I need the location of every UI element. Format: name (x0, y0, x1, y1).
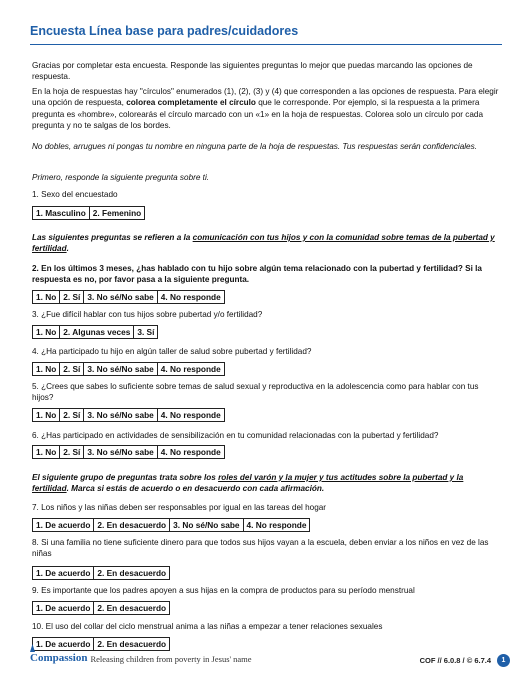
q6-options (32, 445, 225, 459)
q5-option[interactable]: 4. No responde (160, 410, 221, 420)
intro-p2-bold: colorea completamente el círculo (126, 98, 256, 108)
question-8: 8. Si una familia no tiene suficiente dinero para que todos sus hijos vayan a la escuela, deben enviar a los niños en vez de las niñas (32, 538, 489, 559)
q7-option[interactable]: 2. En desacuerdo (94, 519, 170, 531)
q6-option[interactable]: 3. No sé/No sabe (84, 446, 157, 458)
logo-text: Compassion (30, 652, 88, 664)
section-1-heading (32, 232, 502, 255)
q7-option[interactable]: 1. De acuerdo (33, 519, 94, 531)
q6-option[interactable]: 1. No (33, 446, 60, 458)
q4-options (32, 362, 225, 376)
intro-paragraph-2 (32, 86, 502, 131)
section-2-text: El siguiente grupo de preguntas trata sobre los (32, 473, 219, 482)
page-number-badge: 1 (497, 654, 510, 667)
intro-p2-rest: que le corresponde. Por ejemplo, si la respuesta a la primera pregunta es «hombre», colorearás el círculo marcado con un «1» en la hoja de respuestas. Colorea solo un círculo por cada pregunta y no te salgas de los bordes. (32, 98, 484, 130)
q3-option[interactable]: 2. Algunas veces (60, 326, 134, 338)
intro-paragraph-3: No dobles, arrugues ni pongas tu nombre en ninguna parte de la hoja de respuestas. Tus respuestas serán confidenciales. (32, 142, 477, 151)
tagline: Releasing children from poverty in Jesus' name (90, 654, 252, 664)
page-title: Encuesta Línea base para padres/cuidadores (30, 24, 299, 38)
q1-option[interactable]: 2. Femenino (92, 208, 142, 218)
q10-options (32, 637, 170, 651)
question-1: 1. Sexo del encuestado (32, 190, 118, 199)
q9-option[interactable]: 1. De acuerdo (33, 602, 94, 614)
q4-option[interactable]: 3. No sé/No sabe (84, 363, 157, 375)
q4-option[interactable]: 1. No (33, 363, 60, 375)
q3-option[interactable]: 3. Sí (137, 327, 155, 337)
q10-option[interactable]: 1. De acuerdo (33, 638, 94, 650)
q5-option[interactable]: 1. No (33, 409, 60, 421)
section-1-topic: comunicación con tus hijos y con la comunidad sobre temas de la pubertad y fertilidad (32, 233, 495, 254)
q7-options (32, 518, 310, 532)
question-2: 2. En los últimos 3 meses, ¿has hablado con tu hijo sobre algún tema relacionado con la pubertad y fertilidad? Si la respuesta es no, por favor pasa a la siguiente pregunta. (32, 264, 482, 285)
footer-brand (30, 652, 252, 664)
question-5: 5. ¿Crees que sabes lo suficiente sobre temas de salud sexual y reproductiva en la adolescencia como para hablar con tus hijos? (32, 382, 479, 403)
question-3: 3. ¿Fue difícil hablar con tus hijos sobre pubertad y/o fertilidad? (32, 310, 263, 319)
section-1-end: . (66, 244, 69, 254)
question-4: 4. ¿Ha participado tu hijo en algún taller de salud sobre pubertad y fertilidad? (32, 347, 312, 356)
document-code: COF // 6.0.8 / © 6.7.4 (419, 656, 491, 665)
q2-option[interactable]: 4. No responde (160, 292, 221, 302)
first-instruction: Primero, responde la siguiente pregunta sobre ti. (32, 173, 210, 182)
q10-option[interactable]: 2. En desacuerdo (97, 639, 167, 649)
title-rule (30, 44, 502, 45)
section-2-topic: roles del varón y la mujer y tus actitudes sobre la pubertad y la fertilidad (32, 473, 464, 494)
q4-option[interactable]: 2. Sí (60, 363, 84, 375)
q3-options (32, 325, 158, 339)
q8-option[interactable]: 1. De acuerdo (33, 567, 94, 579)
q3-option[interactable]: 1. No (33, 326, 60, 338)
intro-paragraph-1: Gracias por completar esta encuesta. Responde las siguientes preguntas lo mejor que puedas marcando las opciones de respuesta. (32, 61, 473, 82)
q2-option[interactable]: 3. No sé/No sabe (84, 291, 157, 303)
q8-options (32, 566, 170, 580)
q6-option[interactable]: 2. Sí (60, 446, 84, 458)
q4-option[interactable]: 4. No responde (160, 364, 221, 374)
section-1-text: Las siguientes preguntas se refieren a la (32, 233, 193, 242)
q1-options (32, 206, 145, 220)
compassion-logo (30, 652, 87, 664)
q9-option[interactable]: 2. En desacuerdo (97, 603, 167, 613)
section-2-heading (32, 472, 502, 495)
question-7: 7. Los niños y las niñas deben ser responsables por igual en las tareas del hogar (32, 503, 327, 512)
intro-p2-text: En la hoja de respuestas hay "círculos" enumerados (1), (2), (3) y (4) que corresponden a las opciones de respuesta. Para elegir una opción de respuesta, (32, 87, 499, 108)
q1-option[interactable]: 1. Masculino (33, 207, 90, 219)
question-10: 10. El uso del collar del ciclo menstrual anima a las niñas a empezar a tener relaciones sexuales (32, 622, 383, 631)
q5-options (32, 408, 225, 422)
q5-option[interactable]: 2. Sí (60, 409, 84, 421)
section-2-end: . Marca si estás de acuerdo o en desacuerdo con cada afirmación. (66, 484, 325, 494)
q9-options (32, 601, 170, 615)
q2-option[interactable]: 2. Sí (60, 291, 84, 303)
q5-option[interactable]: 3. No sé/No sabe (84, 409, 157, 421)
question-6: 6. ¿Has participado en actividades de sensibilización en tu comunidad relacionadas con la pubertad y fertilidad? (32, 431, 439, 440)
q2-options (32, 290, 225, 304)
footer-meta (420, 654, 510, 667)
q8-option[interactable]: 2. En desacuerdo (97, 568, 167, 578)
q6-option[interactable]: 4. No responde (160, 447, 221, 457)
q7-option[interactable]: 4. No responde (246, 520, 307, 530)
q7-option[interactable]: 3. No sé/No sabe (170, 519, 243, 531)
q2-option[interactable]: 1. No (33, 291, 60, 303)
question-9: 9. Es importante que los padres apoyen a sus hijas en la compra de productos para su período menstrual (32, 586, 415, 595)
